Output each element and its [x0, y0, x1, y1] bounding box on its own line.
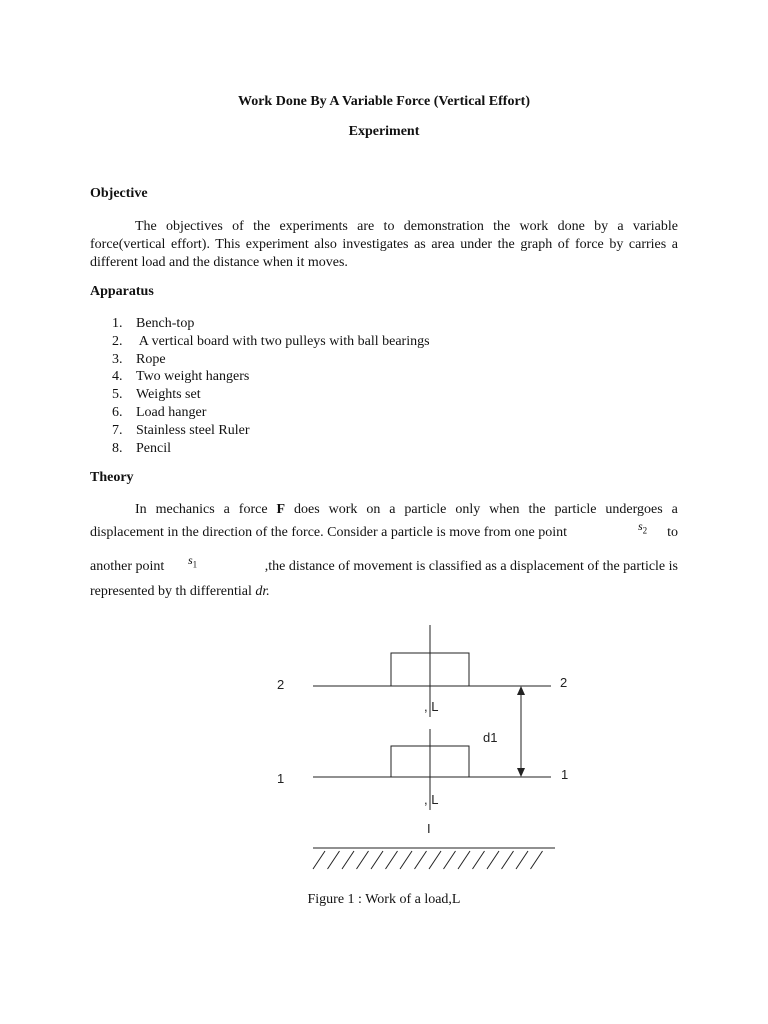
theory-word: a [671, 502, 678, 517]
apparatus-item-label: Load hanger [136, 404, 207, 420]
hatch-stroke [386, 851, 398, 869]
hatch-stroke [415, 851, 427, 869]
theory-word: undergoes [605, 502, 663, 517]
hatch-stroke [429, 851, 441, 869]
apparatus-item [90, 440, 430, 458]
objective-heading: Objective [90, 186, 148, 201]
theory-word: work [328, 502, 358, 517]
differential-dr: dr. [255, 584, 270, 599]
theory-line-2-end: to [667, 525, 678, 540]
hatch-stroke [473, 851, 485, 869]
level-2-left-label: 2 [277, 677, 285, 692]
figure-caption: Figure 1 : Work of a load,L [307, 892, 461, 907]
hatch-stroke [313, 851, 325, 869]
arrow-head-up-icon [517, 686, 525, 695]
level-1-left-label: 1 [277, 771, 285, 786]
apparatus-item-number: 1. [112, 316, 123, 331]
apparatus-item-label: Rope [136, 351, 166, 367]
ground-hatching [313, 851, 543, 869]
apparatus-item-label: Pencil [136, 440, 171, 456]
arrow-head-down-icon [517, 768, 525, 777]
theory-line-3-end: ,the distance of movement is classified as a displacement of the particle is [264, 559, 678, 574]
hatch-stroke [502, 851, 514, 869]
theory-word: the [528, 502, 546, 517]
theory-word: mechanics [155, 502, 215, 517]
figure-1-diagram [0, 615, 768, 875]
hatch-stroke [328, 851, 340, 869]
theory-line-3 [90, 559, 678, 575]
load-label-bottom: , L [424, 792, 439, 807]
hatch-stroke [531, 851, 543, 869]
load-label-top: , L [424, 699, 439, 714]
apparatus-item [90, 404, 430, 422]
theory-word: F [276, 502, 286, 517]
hatch-stroke [371, 851, 383, 869]
apparatus-item-number: 3. [112, 351, 123, 367]
theory-word: force [238, 502, 268, 517]
symbol-s2: $s_2$ [638, 519, 648, 536]
theory-line-2-text: displacement in the direction of the force. Consider a particle is move from one point [90, 525, 568, 540]
theory-line-3-start: another point [90, 559, 165, 574]
apparatus-item-label: A vertical board with two pulleys with ball bearings [136, 333, 430, 349]
apparatus-item-number: 5. [112, 387, 123, 403]
apparatus-item [90, 333, 430, 351]
document-title: Work Done By A Variable Force (Vertical Effort) [237, 94, 531, 109]
level-1-right-label: 1 [561, 767, 569, 782]
apparatus-item [90, 422, 430, 440]
theory-word: does [294, 502, 320, 517]
distance-d1-label: d1 [483, 730, 498, 745]
symbol-s1: $s_1$ [188, 553, 198, 570]
apparatus-item-label: Weights set [136, 387, 201, 403]
theory-heading: Theory [90, 470, 134, 485]
theory-word: In [135, 502, 147, 517]
apparatus-item [90, 315, 430, 333]
theory-word: only [455, 502, 481, 517]
apparatus-item [90, 368, 430, 386]
theory-word: when [489, 502, 520, 517]
objective-paragraph [90, 218, 678, 272]
apparatus-item-label: Two weight hangers [136, 369, 250, 385]
hatch-stroke [357, 851, 369, 869]
theory-line-4: represented by th differential dr. [90, 584, 270, 599]
theory-word: a [223, 502, 230, 517]
apparatus-item [90, 386, 430, 404]
theory-line-1 [90, 502, 678, 518]
apparatus-item-number: 2. [112, 333, 123, 349]
level-2-right-label: 2 [560, 675, 568, 690]
theory-line-2 [90, 525, 678, 541]
apparatus-item [90, 351, 430, 369]
hatch-stroke [487, 851, 499, 869]
apparatus-heading: Apparatus [90, 284, 154, 299]
theory-word: particle [404, 502, 447, 517]
base-mark: I [427, 821, 431, 836]
apparatus-list [90, 315, 430, 457]
theory-word: particle [554, 502, 597, 517]
hatch-stroke [400, 851, 412, 869]
theory-word: a [389, 502, 396, 517]
hatch-stroke [458, 851, 470, 869]
objective-text: The objectives of the experiments are to demonstration the work done by a variable force(vertical effort). This experiment also investigates as area under the graph of force by carries a different load and the distance when it moves. [90, 219, 678, 270]
apparatus-item-number: 7. [112, 422, 123, 438]
document-subtitle: Experiment [348, 124, 420, 139]
hatch-stroke [342, 851, 354, 869]
hatch-stroke [516, 851, 528, 869]
apparatus-item-number: 8. [112, 440, 123, 456]
hatch-stroke [444, 851, 456, 869]
apparatus-item-number: 4. [112, 369, 123, 385]
apparatus-item-number: 6. [112, 404, 123, 420]
apparatus-item-label: Stainless steel Ruler [136, 422, 250, 438]
apparatus-item-label: Bench-top [136, 316, 195, 331]
theory-word: on [366, 502, 381, 517]
